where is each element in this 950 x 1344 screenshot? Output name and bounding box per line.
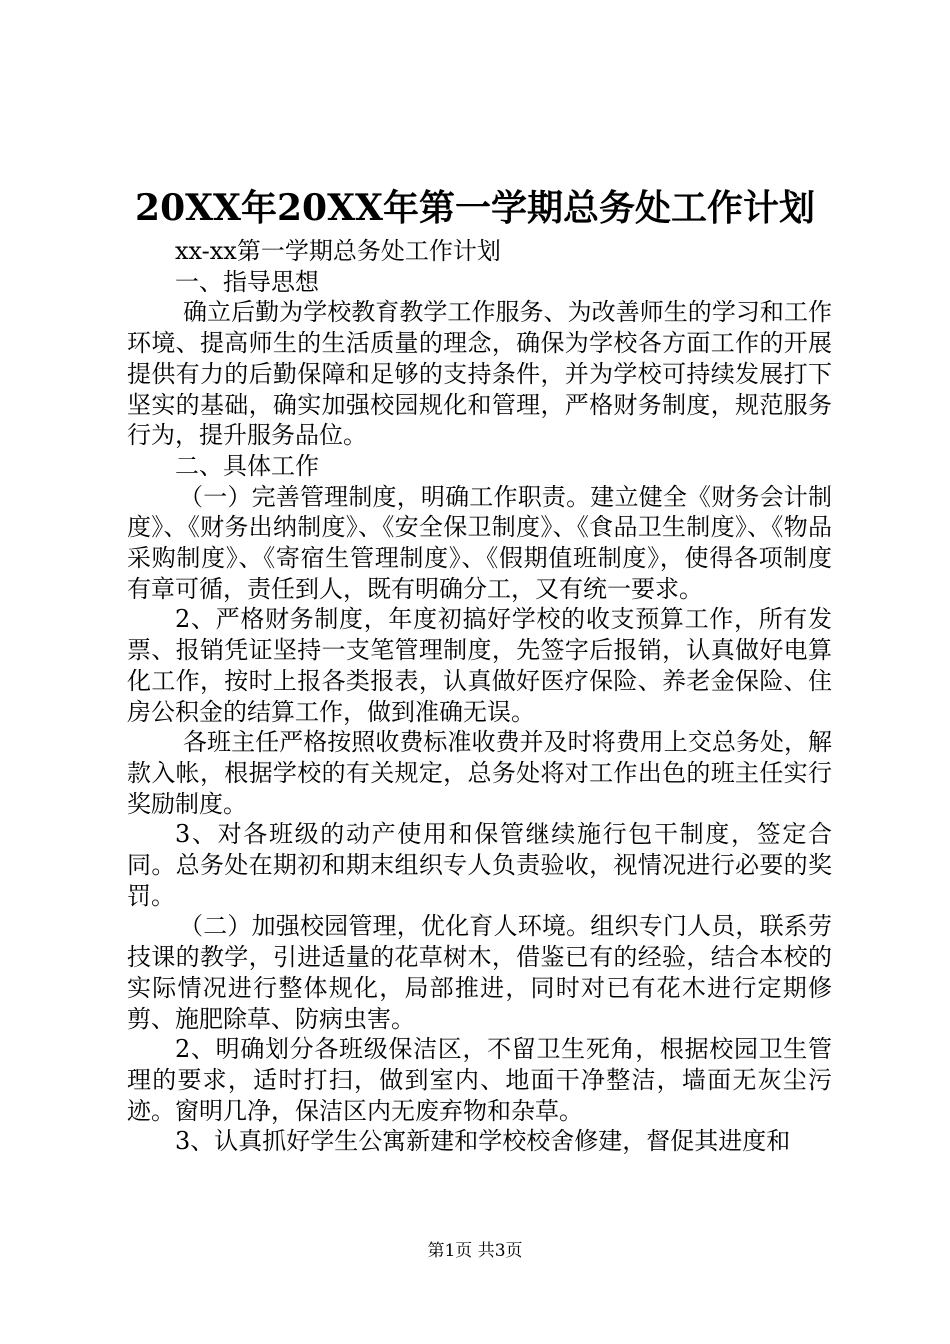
body-paragraph: （一）完善管理制度，明确工作职责。建立健全《财务会计制度》、《财务出纳制度》、《安全保卫制度》、《食品卫生制度》、《物品采购制度》、《寄宿生管理制度》、《假期值班制度》，使得各项制度有章可循，责任到人，既有明确分工，又有统一要求。 bbox=[127, 482, 832, 603]
body-paragraph: 2、严格财务制度，年度初搞好学校的收支预算工作，所有发票、报销凭证坚持一支笔管理制度，先签字后报销，认真做好电算化工作，按时上报各类报表，认真做好医疗保险、养老金保险、住房公积金的结算工作，做到准确无误。 bbox=[127, 605, 832, 726]
section-heading-guiding-thought: 一、指导思想 bbox=[175, 267, 319, 296]
document-body bbox=[127, 236, 832, 1157]
page-number-footer: 第1页 共3页 bbox=[427, 1241, 523, 1261]
body-paragraph: 3、认真抓好学生公寓新建和学校校舍修建，督促其进度和 bbox=[175, 1127, 791, 1156]
document-title: 20XX年20XX年第一学期总务处工作计划 bbox=[135, 187, 815, 229]
body-paragraph: （二）加强校园管理，优化育人环境。组织专门人员，联系劳技课的教学，引进适量的花草树木，借鉴已有的经验，结合本校的实际情况进行整体规化，局部推进，同时对已有花木进行定期修剪、施肥除草、防病虫害。 bbox=[127, 912, 832, 1033]
subtitle-paragraph: xx-xx第一学期总务处工作计划 bbox=[175, 237, 501, 265]
body-paragraph: 确立后勤为学校教育教学工作服务、为改善师生的学习和工作环境、提高师生的生活质量的理念，确保为学校各方面工作的开展提供有力的后勤保障和足够的支持条件，并为学校可持续发展打下坚实的基础，确实加强校园规化和管理，严格财务制度，规范服务行为，提升服务品位。 bbox=[127, 298, 832, 450]
body-paragraph: 各班主任严格按照收费标准收费并及时将费用上交总务处，解款入帐，根据学校的有关规定，总务处将对工作出色的班主任实行奖励制度。 bbox=[127, 728, 832, 818]
body-paragraph: 2、明确划分各班级保洁区，不留卫生死角，根据校园卫生管理的要求，适时打扫，做到室内、地面干净整洁，墙面无灰尘污迹。窗明几净，保洁区内无废弃物和杂草。 bbox=[127, 1035, 832, 1125]
body-paragraph: 3、对各班级的动产使用和保管继续施行包干制度，签定合同。总务处在期初和期末组织专人负责验收，视情况进行必要的奖罚。 bbox=[127, 820, 832, 910]
section-heading-specific-work: 二、具体工作 bbox=[175, 451, 319, 480]
